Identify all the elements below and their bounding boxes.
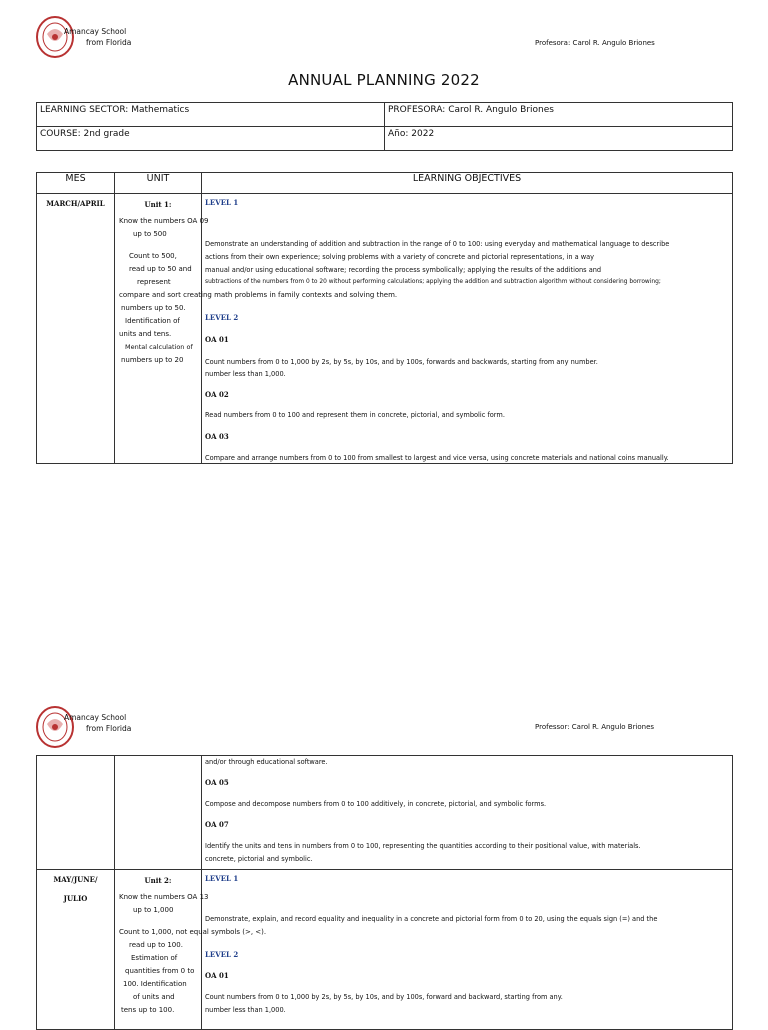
planning-table	[36, 172, 733, 464]
objectives-cell	[202, 194, 733, 464]
unit-line: Count to 500,	[129, 252, 177, 260]
level-label: LEVEL 1	[205, 874, 239, 883]
mes-line: JULIO	[63, 894, 88, 903]
objective-text: number less than 1,000.	[205, 370, 286, 378]
unit-line: numbers up to 50.	[121, 304, 186, 312]
school-name: Amancay School	[64, 27, 127, 36]
unit-title: Unit 1:	[144, 200, 172, 209]
mes-cell	[37, 870, 115, 1030]
unit-line: Identification of	[125, 317, 180, 325]
objective-text: manual and/or using educational software; recording the process symbolically; applying the results of the additions and	[205, 266, 602, 274]
unit-line: compare and sort creating math problems in family contexts and solving them.	[119, 291, 398, 299]
objective-text: concrete, pictorial and symbolic.	[205, 855, 313, 863]
oa-code: OA 07	[205, 820, 229, 829]
objective-text: Identify the units and tens in numbers from 0 to 100, representing the quantities according to their positional value, with materials.	[205, 842, 641, 850]
school-location: from Florida	[86, 724, 132, 733]
unit-line: Count to 1,000, not equal symbols (>, <).	[119, 928, 267, 936]
unit-line: units and tens.	[119, 330, 172, 338]
mes-line: MAY/JUNE/	[53, 875, 98, 884]
oa-code: OA 02	[205, 390, 229, 399]
level-label: LEVEL 2	[205, 313, 239, 322]
unit-line: 100. Identification	[123, 980, 187, 988]
header-unit: UNIT	[115, 173, 202, 194]
objective-text: subtractions of the numbers from 0 to 20 without performing calculations; applying the addition and subtraction algorithm without considering borrowing;	[205, 279, 661, 285]
mes-cell-empty	[37, 756, 115, 870]
unit-line: Know the numbers OA 09	[119, 217, 209, 225]
unit-line: read up to 100.	[129, 941, 183, 949]
objective-text: Demonstrate an understanding of addition and subtraction in the range of 0 to 100: using everyday and mathematical language to describe	[205, 240, 670, 248]
unit-line: read up to 50 and	[129, 265, 192, 273]
objective-text: and/or through educational software.	[205, 758, 328, 766]
objective-text: number less than 1,000.	[205, 1006, 286, 1014]
unit-line: up to 1,000	[133, 906, 174, 914]
teacher-header: Professor: Carol R. Angulo Briones	[535, 723, 655, 731]
unit-line: Mental calculation of	[125, 343, 193, 351]
unit-title: Unit 2:	[144, 876, 172, 885]
unit-line: Know the numbers OA 13	[119, 893, 209, 901]
oa-code: OA 01	[205, 335, 229, 344]
unit-line: up to 500	[133, 230, 167, 238]
unit-line: Estimation of	[131, 954, 178, 962]
level-label: LEVEL 2	[205, 950, 239, 959]
school-logo-icon	[35, 704, 75, 750]
school-name: Amancay School	[64, 713, 127, 722]
teacher-header: Profesora: Carol R. Angulo Briones	[535, 39, 655, 47]
page-title: ANNUAL PLANNING 2022	[288, 71, 480, 89]
header-objectives: LEARNING OBJECTIVES	[202, 173, 733, 194]
objective-text: Compare and arrange numbers from 0 to 100 from smallest to largest and vice versa, using concrete materials and national coins manually.	[205, 454, 669, 462]
oa-code: OA 03	[205, 432, 229, 441]
info-sector: LEARNING SECTOR: Mathematics	[37, 103, 385, 127]
school-location: from Florida	[86, 38, 132, 47]
unit-line: numbers up to 20	[121, 356, 184, 364]
objective-text: Demonstrate, explain, and record equality and inequality in a concrete and pictorial form from 0 to 20, using the equals sign (=) and the	[205, 915, 658, 923]
objective-text: Compose and decompose numbers from 0 to 100 additively, in concrete, pictorial, and symbolic forms.	[205, 800, 547, 808]
header-mes: MES	[37, 173, 115, 194]
objective-text: Read numbers from 0 to 100 and represent them in concrete, pictorial, and symbolic form.	[205, 411, 505, 419]
school-logo-icon	[35, 14, 75, 60]
document-page-2	[0, 700, 768, 1024]
oa-code: OA 01	[205, 971, 229, 980]
objective-text: actions from their own experience; solving problems with a variety of concrete and pictorial representations, in a way	[205, 253, 595, 261]
info-course: COURSE: 2nd grade	[37, 127, 385, 151]
oa-code: OA 05	[205, 778, 229, 787]
info-table	[36, 102, 733, 151]
mes-cell: MARCH/APRIL	[37, 194, 115, 464]
unit-line: tens up to 100.	[121, 1006, 175, 1014]
unit-line: represent	[137, 278, 171, 286]
unit-cell-empty	[115, 756, 202, 870]
objective-text: Count numbers from 0 to 1,000 by 2s, by 5s, by 10s, and by 100s, forwards and backwards, starting from any number.	[205, 358, 598, 366]
info-profesora: PROFESORA: Carol R. Angulo Briones	[385, 103, 733, 127]
objectives-cell	[202, 756, 733, 870]
unit-line: of units and	[133, 993, 175, 1001]
objectives-cell	[202, 870, 733, 1030]
info-year: Año: 2022	[385, 127, 733, 151]
unit-line: quantities from 0 to	[125, 967, 195, 975]
objective-text: Count numbers from 0 to 1,000 by 2s, by 5s, by 10s, and by 100s, forward and backward, starting from any.	[205, 993, 563, 1001]
planning-table-continued	[36, 755, 733, 1030]
level-label: LEVEL 1	[205, 198, 239, 207]
